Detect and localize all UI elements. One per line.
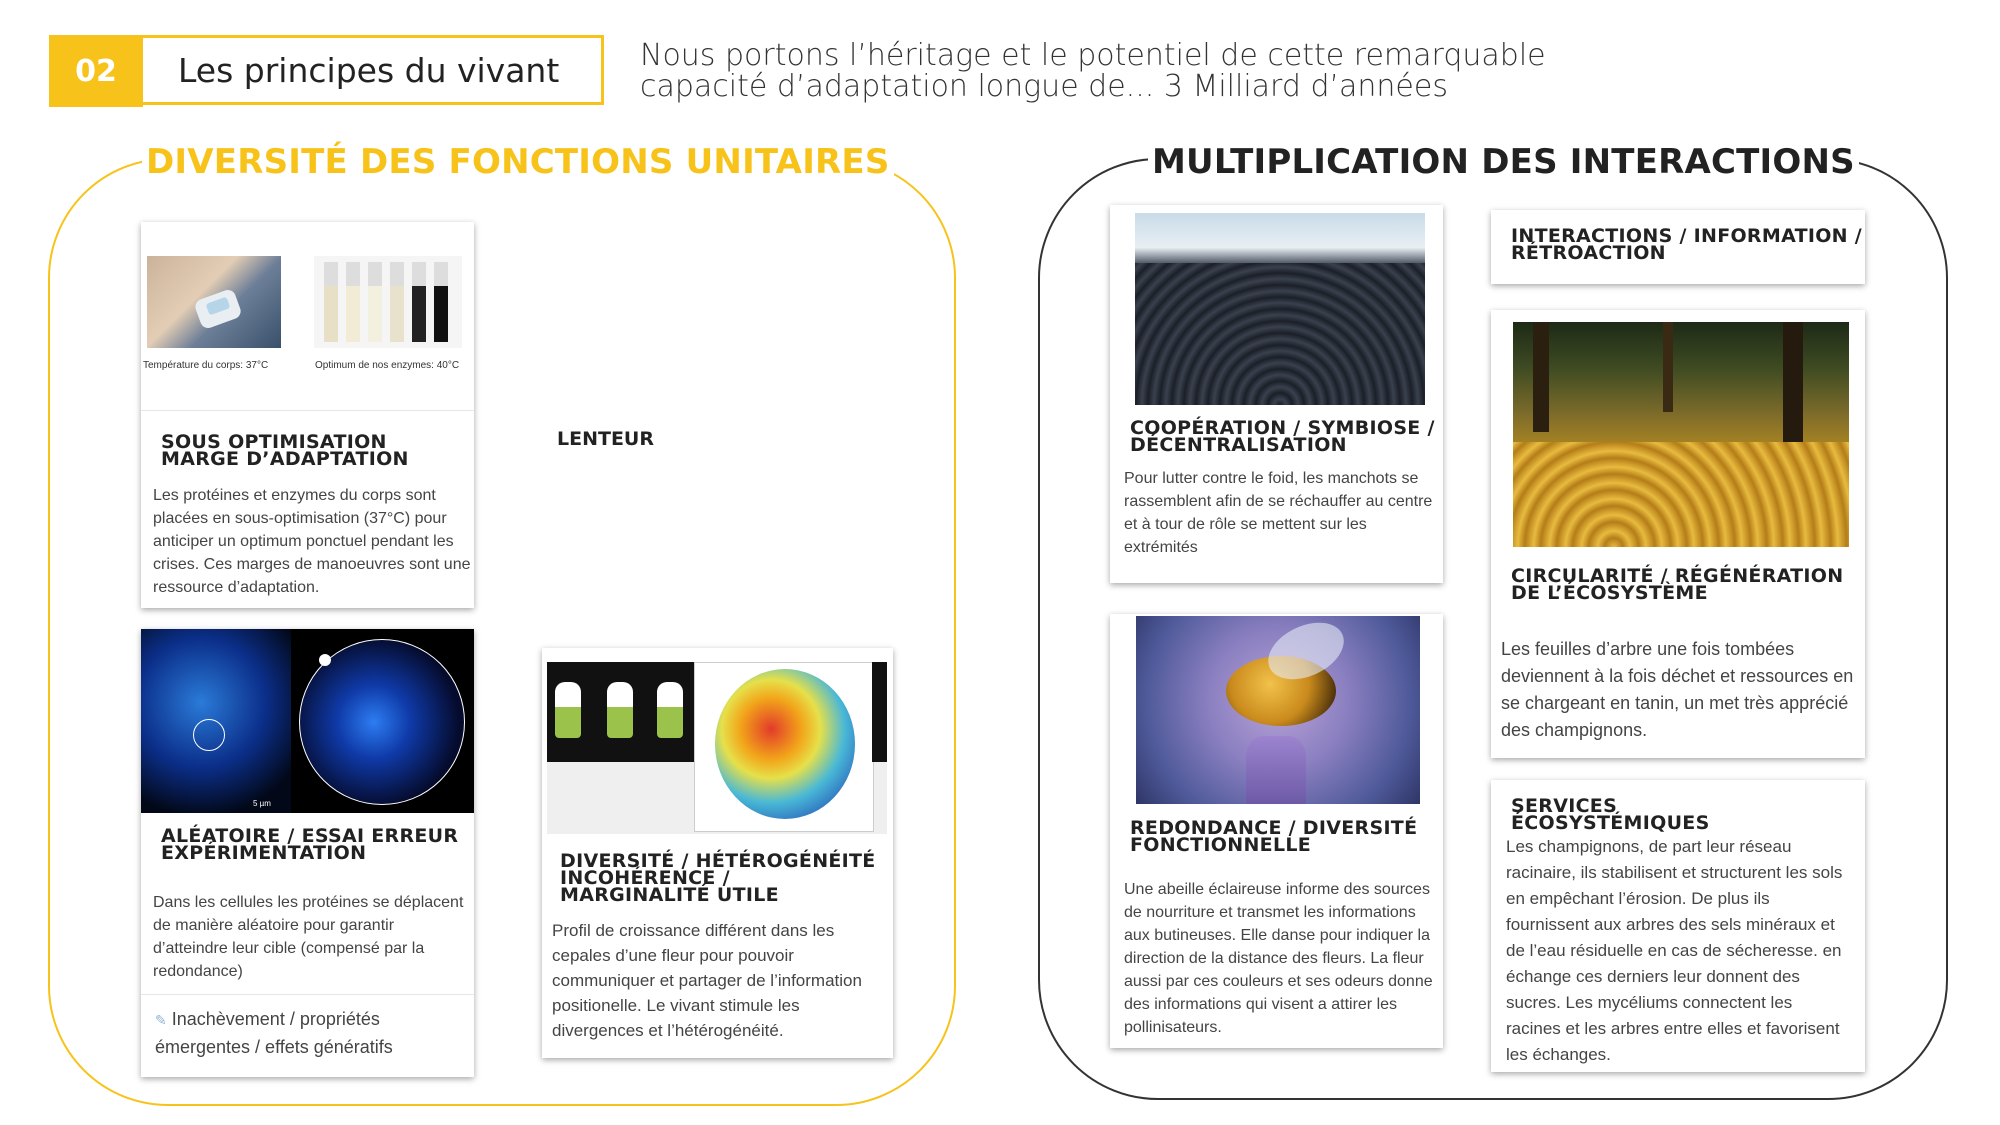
text-line: aux butineuses. Elle danse pour indiquer la <box>1124 927 1430 944</box>
text-line: Pour lutter contre le foid, les manchots se <box>1124 470 1419 487</box>
text-line: Dans les cellules les protéines se déplacent <box>153 894 464 911</box>
card-title <box>1511 795 1710 834</box>
card-diversite <box>542 648 893 1058</box>
text-line: divergences et l’hétérogénéité. <box>552 1021 784 1040</box>
card-circularite <box>1491 310 1865 758</box>
card-title-line-3: MARGINALITÉ UTILE <box>560 884 779 906</box>
text-line: placées en sous-optimisation (37°C) pour <box>153 510 447 527</box>
card-title-line-2: ÉCOSYSTÉMIQUES <box>1511 812 1710 834</box>
card-title-line-1: DIVERSITÉ / HÉTÉROGÉNÉITÉ <box>560 850 876 872</box>
text-line: de l’eau résiduelle en cas de sécheresse. en <box>1506 941 1842 960</box>
card-redondance <box>1110 614 1443 1048</box>
text-line: des champignons. <box>1501 720 1648 740</box>
card-title-line-1: COOPÉRATION / SYMBIOSE / <box>1130 417 1435 439</box>
card-title-line-2: FONCTIONNELLE <box>1130 834 1312 856</box>
text-line: extrémités <box>1124 539 1198 556</box>
card-description <box>153 891 471 983</box>
card-title <box>1130 817 1418 856</box>
text-line: d’atteindre leur cible (compensé par la <box>153 940 425 957</box>
text-line: se chargeant en tanin, un met très apprécié <box>1501 693 1849 713</box>
card-title <box>560 850 876 906</box>
card-title-line-2: EXPÉRIMENTATION <box>161 842 367 864</box>
card-title-line-2: MARGE D’ADAPTATION <box>161 448 409 470</box>
card-title-line-2: DE L’ÉCOSYSTÈME <box>1511 582 1708 604</box>
card-description <box>1124 878 1442 1039</box>
text-line: deviennent à la fois déchet et ressources en <box>1501 666 1854 686</box>
footer-note <box>155 1006 393 1061</box>
leaves-photo <box>1513 322 1849 547</box>
text-line: cepales d’une fleur pour pouvoir <box>552 946 794 965</box>
section-number-badge: 02 <box>49 35 143 107</box>
enzyme-tubes-photo <box>314 256 462 348</box>
card-sous-optimisation <box>141 222 474 608</box>
left-section-title: DIVERSITÉ DES FONCTIONS UNITAIRES <box>142 142 894 182</box>
card-title-line-1: INTERACTIONS / INFORMATION / <box>1511 225 1863 247</box>
card-title <box>1511 565 1844 604</box>
bee-photo <box>1136 616 1420 804</box>
page-subtitle <box>640 40 1740 102</box>
thermometer-photo <box>147 256 281 348</box>
card-title <box>161 825 459 864</box>
card-interactions <box>1491 210 1865 284</box>
text-line: sucres. Les mycéliums connectent les <box>1506 993 1793 1012</box>
text-line: direction de la distance des fleurs. La fleur <box>1124 950 1424 967</box>
card-title-line-2: RÉTROACTION <box>1511 242 1666 264</box>
text-line: en empêchant l’érosion. De plus ils <box>1506 889 1770 908</box>
text-line: aussi par ces couleurs et ses odeurs donne <box>1124 973 1433 990</box>
text-line: positionelle. Le vivant stimule les <box>552 996 800 1015</box>
right-section-title: MULTIPLICATION DES INTERACTIONS <box>1148 142 1859 182</box>
flower-growth-image <box>547 662 887 834</box>
card-title-line-1: SOUS OPTIMISATION <box>161 431 387 453</box>
footer-line-2: émergentes / effets génératifs <box>155 1037 393 1057</box>
text-line: et à tour de rôle se mettent sur les <box>1124 516 1367 533</box>
text-line: ressource d’adaptation. <box>153 579 320 596</box>
penguins-photo <box>1135 213 1425 405</box>
card-description <box>1506 834 1866 1068</box>
card-title <box>1511 225 1863 264</box>
lenteur-label: LENTEUR <box>557 428 654 450</box>
text-line: de manière aléatoire pour garantir <box>153 917 395 934</box>
card-divider <box>141 994 474 995</box>
subtitle-line-1: Nous portons l’héritage et le potentiel de cette remarquable <box>640 38 1546 73</box>
text-line: rassemblent afin de se réchauffer au centre <box>1124 493 1433 510</box>
text-line: Les champignons, de part leur réseau <box>1506 837 1792 856</box>
cell-microscopy-image <box>141 629 474 813</box>
text-line: racines et les arbres entre elles et favorisent <box>1506 1019 1840 1038</box>
text-line: redondance) <box>153 963 243 980</box>
card-title <box>1130 417 1435 456</box>
text-line: communiquer et partager de l’information <box>552 971 862 990</box>
card-title-line-1: CIRCULARITÉ / RÉGÉNÉRATION <box>1511 565 1844 587</box>
text-line: Profil de croissance différent dans les <box>552 921 835 940</box>
text-line: échange ces derniers leur donnent des <box>1506 967 1800 986</box>
card-title-line-1: REDONDANCE / DIVERSITÉ <box>1130 817 1418 839</box>
card-aleatoire <box>141 629 474 1077</box>
scale-label: 5 µm <box>253 799 271 808</box>
card-title-line-2: INCOHÉRENCE / <box>560 867 730 889</box>
text-line: Les protéines et enzymes du corps sont <box>153 487 436 504</box>
card-title-line-2: DÉCENTRALISATION <box>1130 434 1347 456</box>
text-line: fournissent aux arbres des sels minéraux et <box>1506 915 1835 934</box>
caption-enzyme-temp: Optimum de nos enzymes: 40°C <box>315 360 460 371</box>
subtitle-line-2: capacité d’adaptation longue de... 3 Milliard d’années <box>640 69 1448 104</box>
card-description <box>1501 636 1865 744</box>
text-line: crises. Ces marges de manoeuvres sont une <box>153 556 471 573</box>
card-services <box>1491 780 1865 1072</box>
card-description <box>1124 467 1442 559</box>
text-line: racinaire, ils stabilisent et structurent les sols <box>1506 863 1843 882</box>
text-line: Les feuilles d’arbre une fois tombées <box>1501 639 1795 659</box>
card-description <box>552 918 890 1043</box>
text-line: de nourriture et transmet les informations <box>1124 904 1416 921</box>
card-title <box>161 431 409 470</box>
card-title-line-1: ALÉATOIRE / ESSAI ERREUR <box>161 825 459 847</box>
text-line: anticiper un optimum ponctuel pendant les <box>153 533 454 550</box>
text-line: pollinisateurs. <box>1124 1019 1222 1036</box>
card-description <box>153 484 471 599</box>
text-line: les échanges. <box>1506 1045 1611 1064</box>
caption-body-temp: Température du corps: 37°C <box>143 360 269 371</box>
pencil-icon: ✎ <box>155 1012 167 1028</box>
footer-line-1: Inachèvement / propriétés <box>171 1009 380 1029</box>
text-line: des informations qui visent a attirer les <box>1124 996 1398 1013</box>
card-cooperation <box>1110 205 1443 583</box>
card-title-line-1: SERVICES <box>1511 795 1618 817</box>
card-divider <box>141 410 474 411</box>
page-title: Les principes du vivant <box>142 35 604 105</box>
text-line: Une abeille éclaireuse informe des sources <box>1124 881 1430 898</box>
